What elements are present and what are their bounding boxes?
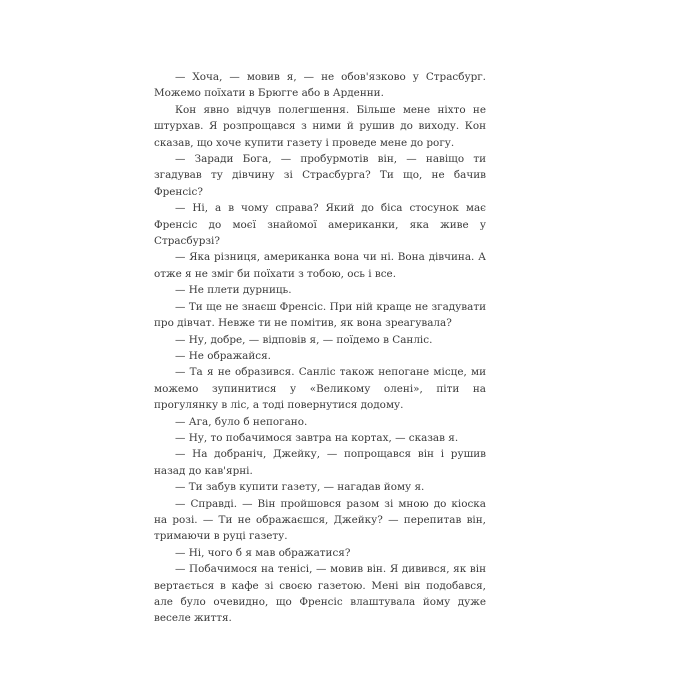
paragraph: — Ні, а в чому справа? Який до біса стосунок має Френсіс до моєї знайомої американки, яка живе у Страсбурзі? [154, 202, 486, 248]
paragraph: — Яка різниця, американка вона чи ні. Вона дівчина. А отже я не зміг би поїхати з тобою, ось і все. [154, 251, 486, 280]
paragraph: — Та я не образився. Санліс також непогане місце, ми можемо зупинитися у «Великому олені», піти на прогулянку в ліс, а тоді повернутися додому. [154, 366, 486, 412]
paragraph: — Хоча, — мовив я, — не обов'язково у Страсбург. Можемо поїхати в Брюгге або в Арденни. [154, 71, 486, 100]
paragraph: — Ти ще не знаєш Френсіс. При ній краще не згадувати про дівчат. Невже ти не помітив, як вона зреагувала? [154, 300, 486, 330]
paragraph: — Ти забув купити газету, — нагадав йому я. [175, 481, 425, 494]
paragraph: — Не плети дурниць. [175, 284, 292, 297]
paragraph: — Ну, добре, — відповів я, — поїдемо в Санліс. [175, 333, 433, 346]
paragraph: — Заради Бога, — пробурмотів він, — навіщо ти згадував ту дівчину зі Страсбурга? Ти що, не бачив Френсіс? [154, 153, 486, 198]
paragraph: — Не ображайся. [175, 349, 271, 362]
paragraph: Кон явно відчув полегшення. Більше мене ніхто не штурхав. Я розпрощався з ними й рушив до виходу. Кон сказав, що хоче купити газету і проведе мене до рогу. [154, 103, 486, 149]
paragraph: — Побачимося на тенісі, — мовив він. Я дивився, як він вертається в кафе зі своєю газетою. Мені він подобався, але було очевидно, що Френсіс влаштувала йому дуже веселе життя. [154, 563, 486, 625]
paragraph: — Ага, було б непогано. [175, 415, 308, 428]
paragraph: — Справді. — Він пройшовся разом зі мною до кіоска на розі. — Ти не ображаєшся, Джейку? — перепитав він, тримаючи в руці газету. [154, 497, 486, 543]
page-text [154, 69, 486, 627]
paragraph: — Ні, чого б я мав ображатися? [175, 546, 351, 559]
paragraph: — На добраніч, Джейку, — попрощався він і рушив назад до кав'ярні. [154, 448, 486, 477]
paragraph: — Ну, то побачимося завтра на кортах, — сказав я. [175, 431, 459, 444]
